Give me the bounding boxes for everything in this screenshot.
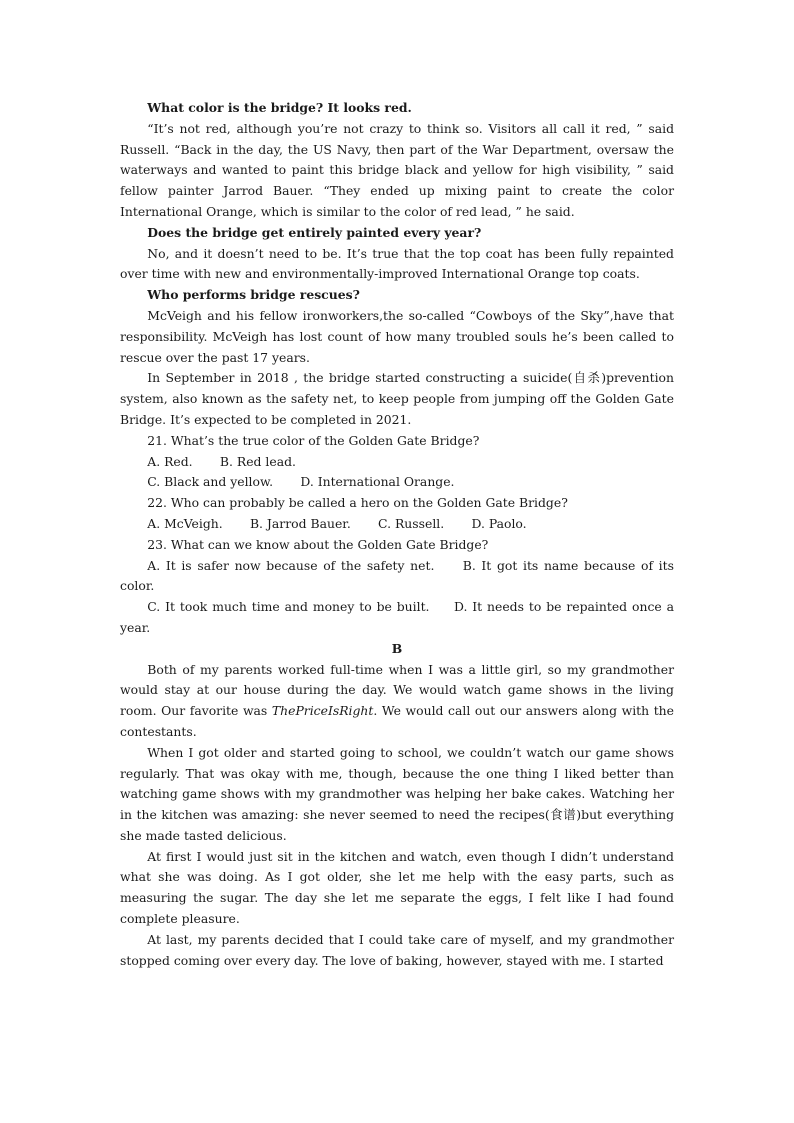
show-title: ThePriceIsRight — [271, 703, 374, 719]
option-22-d: D. Paolo. — [471, 515, 527, 531]
passage-b-paragraph-4: At last, my parents decided that I could take care of myself, and my grandmother stopped coming over every day. The love of baking, however, stayed with me. I started — [120, 931, 674, 968]
question-heading-rescue: Who performs bridge rescues? — [147, 287, 360, 303]
option-21-d: D. International Orange. — [300, 474, 455, 490]
passage-b-paragraph-2: When I got older and started going to school, we couldn’t watch our game shows regularly. That was okay with me, though, because the one thing I liked better than watching game shows with my grandmother was helping her bake cakes. Watching her in the kitchen was amazing: she never seemed to need the recipes(食谱)but everything she made tasted delicious. — [120, 744, 674, 843]
option-22-b: B. Jarrod Bauer. — [249, 515, 351, 531]
paragraph-rescue-1: McVeigh and his fellow ironworkers,the so-called “Cowboys of the Sky”,have that responsibility. McVeigh has lost count of how many troubled souls he’s been called to rescue over the past 17 years. — [120, 307, 674, 365]
option-22-c: C. Russell. — [378, 515, 445, 531]
question-heading-painted: Does the bridge get entirely painted every year? — [147, 224, 482, 240]
question-23: 23. What can we know about the Golden Gate Bridge? — [147, 536, 489, 552]
question-21: 21. What’s the true color of the Golden Gate Bridge? — [147, 432, 480, 448]
option-21-a: A. Red. — [147, 453, 193, 469]
passage-b-paragraph-1-end: . We would call out our answers along with the contestants. — [120, 703, 674, 739]
passage-b-paragraph-1 — [120, 660, 674, 743]
question-23-options-ab: A. It is safer now because of the safety net. B. It got its name because of its color. — [120, 557, 678, 594]
paragraph-color: “It’s not red, although you’re not crazy to think so. Visitors all call it red, ” said Russell. “Back in the day, the US Navy, then part of the War Department, oversaw the waterways and wanted to paint this bridge black and yellow for high visibility, ” said fellow painter Jarrod Bauer. “They ended up mixing paint to create the color International Orange, which is similar to the color of red lead, ” he said. — [120, 120, 674, 219]
question-23-options-cd: C. It took much time and money to be built. D. It needs to be repainted once a year. — [120, 599, 678, 635]
paragraph-painted: No, and it doesn’t need to be. It’s true that the top coat has been fully repainted over time with new and environmentally-improved International Orange top coats. — [120, 245, 674, 282]
question-21-options-ab — [120, 452, 674, 473]
passage-b-paragraph-3: At first I would just sit in the kitchen and watch, even though I didn’t understand what she was doing. As I got older, she let me help with the easy parts, such as measuring the sugar. The day she let me separate the eggs, I felt like I had found complete pleasure. — [120, 848, 674, 927]
question-22: 22. Who can probably be called a hero on the Golden Gate Bridge? — [147, 495, 568, 511]
question-22-options — [120, 514, 674, 535]
passage-b-paragraph-1-start: Both of my parents worked full-time when I was a little girl, so my grandmother would stay at our house during the day. We would watch game shows in the living room. Our favorite was — [120, 661, 674, 719]
paragraph-rescue-2: In September in 2018 , the bridge started constructing a suicide(自杀)prevention system, also known as the safety net, to keep people from jumping off the Golden Gate Bridge. It’s expected to be completed in 2021. — [120, 370, 674, 427]
question-21-options-cd — [120, 472, 674, 493]
section-heading-b: B — [391, 640, 403, 656]
option-22-a: A. McVeigh. — [147, 515, 223, 531]
document-page — [120, 98, 678, 971]
option-21-b: B. Red lead. — [219, 453, 296, 469]
question-heading-color: What color is the bridge? It looks red. — [147, 100, 412, 115]
option-21-c: C. Black and yellow. — [147, 474, 274, 490]
